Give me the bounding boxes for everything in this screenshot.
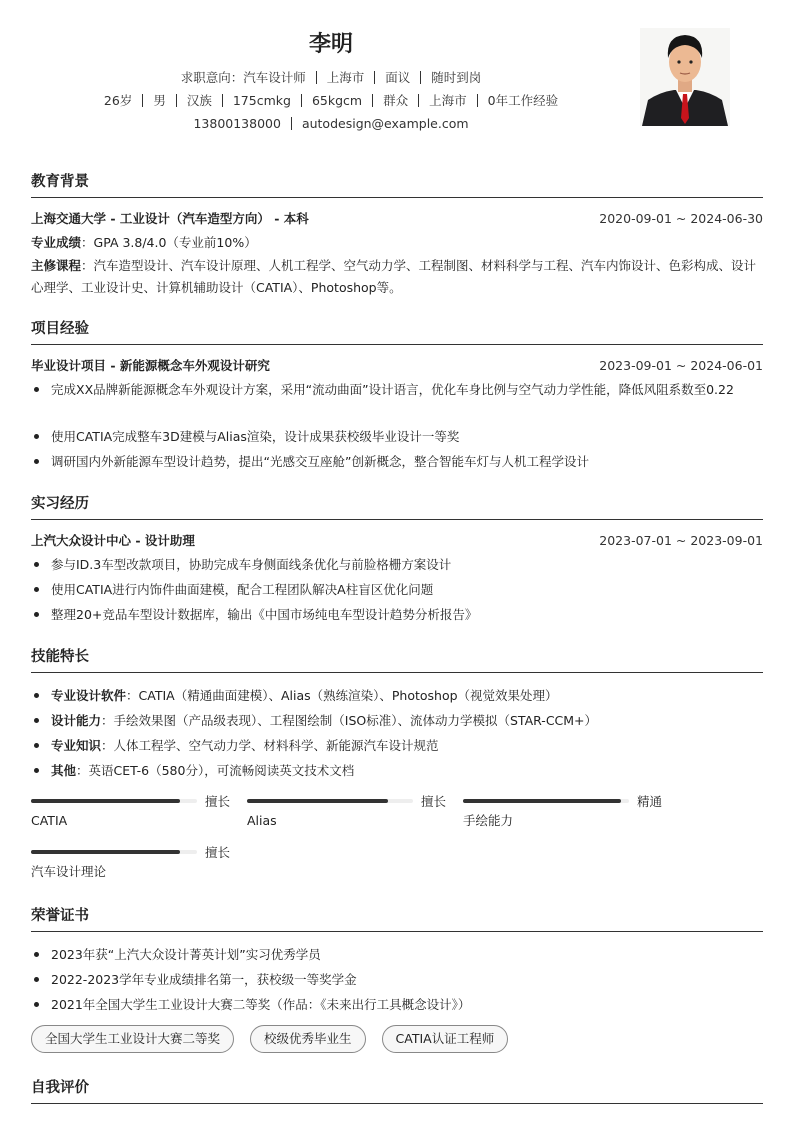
- contact-line: [0, 112, 662, 135]
- list-item: 完成XX品牌新能源概念车外观设计方案，采用“流动曲面”设计语言，优化车身比例与空气动力学性能，降低风阻系数至0.22: [31, 377, 763, 424]
- avatar: [640, 28, 730, 126]
- gpa-value: ：GPA 3.8/4.0（专业前10%）: [81, 235, 257, 250]
- age: 26岁: [103, 93, 133, 108]
- section-title: 教育背景: [31, 171, 763, 198]
- divider: [372, 94, 373, 107]
- bar-row: [31, 791, 247, 811]
- progress-track: [247, 799, 413, 803]
- resume-body: [31, 171, 763, 1114]
- honors-bullets: [31, 942, 763, 1017]
- section-title: 项目经验: [31, 318, 763, 345]
- candidate-name: 李明: [308, 32, 353, 57]
- school-major-degree: 上海交通大学 - 工业设计（汽车造型方向） - 本科: [31, 211, 309, 226]
- skill-level: 擅长: [205, 845, 231, 860]
- job-city: 上海市: [326, 70, 365, 85]
- progress-fill: [31, 850, 180, 854]
- date-range: 2020-09-01 ~ 2024-06-30: [599, 211, 763, 226]
- divider: [222, 94, 223, 107]
- list-item: 整理20+竞品车型设计数据库，输出《中国市场纯电车型设计趋势分析报告》: [31, 602, 763, 627]
- section-title: 实习经历: [31, 493, 763, 520]
- progress-track: [463, 799, 629, 803]
- gpa-label: 专业成绩: [31, 235, 82, 250]
- education-entry: [31, 208, 763, 230]
- date-range: 2023-09-01 ~ 2024-06-01: [599, 358, 763, 373]
- list-item: [31, 683, 763, 708]
- skill-name: 汽车设计理论: [31, 864, 107, 879]
- height: 175cmkg: [232, 93, 291, 108]
- internship-entry: [31, 530, 763, 552]
- job-intent: 求职意向：汽车设计师: [180, 70, 306, 85]
- project-entry: [31, 355, 763, 377]
- ethnicity: 汉族: [186, 93, 212, 108]
- honor-tag: 校级优秀毕业生: [250, 1025, 366, 1053]
- skill-text: ：手绘效果图（产品级表现）、工程图绘制（ISO标准）、流体动力学模拟（STAR-CCM+）: [101, 713, 598, 728]
- bar-row: [31, 842, 247, 862]
- divider: [477, 94, 478, 107]
- list-item: [31, 733, 763, 758]
- courses-label: 主修课程: [31, 258, 82, 273]
- skill-bar-item: [463, 791, 679, 842]
- bar-row: [463, 791, 679, 811]
- gpa-line: [31, 230, 763, 255]
- honors-section: [31, 905, 763, 1053]
- list-item: 使用CATIA进行内饰件曲面建模，配合工程团队解决A柱盲区优化问题: [31, 577, 763, 602]
- self-evaluation-section: [31, 1077, 763, 1104]
- skill-name: CATIA: [31, 813, 68, 828]
- section-title: 自我评价: [31, 1077, 763, 1104]
- skill-text: ：人体工程学、空气动力学、材料科学、新能源汽车设计规范: [101, 738, 439, 753]
- honor-tags: [31, 1025, 763, 1053]
- political-status: 群众: [383, 93, 409, 108]
- list-item: 使用CATIA完成整车3D建模与Alias渲染，设计成果获校级毕业设计一等奖: [31, 424, 763, 449]
- list-item: 2023年获“上汽大众设计菁英计划”实习优秀学员: [31, 942, 763, 967]
- divider: [142, 94, 143, 107]
- company-role: 上汽大众设计中心 - 设计助理: [31, 533, 195, 548]
- internship-section: [31, 493, 763, 627]
- experience-years: 0年工作经验: [487, 93, 559, 108]
- skill-name: Alias: [247, 813, 277, 828]
- skill-text: ：英语CET-6（580分），可流畅阅读英文技术文档: [76, 763, 355, 778]
- skills-bullets: [31, 683, 763, 783]
- honor-tag: CATIA认证工程师: [382, 1025, 509, 1053]
- weight: 65kgcm: [311, 93, 363, 108]
- bar-row: [247, 791, 463, 811]
- divider: [418, 94, 419, 107]
- divider: [301, 94, 302, 107]
- skill-label: 专业知识: [51, 738, 102, 753]
- divider: [420, 71, 421, 84]
- section-title: 技能特长: [31, 646, 763, 673]
- resume-header: [0, 28, 662, 135]
- project-section: [31, 318, 763, 474]
- divider: [374, 71, 375, 84]
- section-title: 荣誉证书: [31, 905, 763, 932]
- job-intent-line: [0, 66, 662, 89]
- phone: 13800138000: [193, 116, 281, 131]
- list-item: 参与ID.3车型改款项目，协助完成车身侧面线条优化与前脸格栅方案设计: [31, 552, 763, 577]
- list-item: [31, 708, 763, 733]
- progress-fill: [247, 799, 388, 803]
- project-bullets: [31, 377, 763, 474]
- skill-bar-item: [247, 791, 463, 842]
- date-range: 2023-07-01 ~ 2023-09-01: [599, 533, 763, 548]
- skill-bar-item: [31, 842, 247, 893]
- skills-section: [31, 646, 763, 893]
- skill-level: 擅长: [205, 794, 231, 809]
- list-item: [31, 758, 763, 783]
- skill-bars: [31, 791, 763, 893]
- email: autodesign@example.com: [301, 116, 469, 131]
- education-section: [31, 171, 763, 299]
- progress-track: [31, 850, 197, 854]
- skill-level: 擅长: [421, 794, 447, 809]
- courses-value: ：汽车造型设计、汽车设计原理、人机工程学、空气动力学、工程制图、材料科学与工程、汽车内饰设计、色彩构成、设计心理学、工业设计史、计算机辅助设计（CATIA）、Photoshop等。: [31, 258, 757, 295]
- progress-fill: [31, 799, 180, 803]
- skill-level: 精通: [637, 794, 663, 809]
- divider: [176, 94, 177, 107]
- project-name: 毕业设计项目 - 新能源概念车外观设计研究: [31, 358, 270, 373]
- skill-label: 其他: [51, 763, 77, 778]
- skill-bar-item: [31, 791, 247, 842]
- skill-label: 设计能力: [51, 713, 102, 728]
- internship-bullets: [31, 552, 763, 627]
- divider: [291, 117, 292, 130]
- skill-label: 专业设计软件: [51, 688, 127, 703]
- personal-info-line: [0, 89, 662, 112]
- progress-fill: [463, 799, 621, 803]
- gender: 男: [153, 93, 166, 108]
- honor-tag: 全国大学生工业设计大赛二等奖: [31, 1025, 234, 1053]
- list-item: 2022-2023学年专业成绩排名第一，获校级一等奖学金: [31, 967, 763, 992]
- skill-text: ：CATIA（精通曲面建模）、Alias（熟练渲染）、Photoshop（视觉效果处理）: [126, 688, 558, 703]
- list-item: 2021年全国大学生工业设计大赛二等奖（作品：《未来出行工具概念设计》）: [31, 992, 763, 1017]
- residence: 上海市: [429, 93, 467, 108]
- skill-name: 手绘能力: [463, 813, 514, 828]
- progress-track: [31, 799, 197, 803]
- availability: 随时到岗: [431, 70, 482, 85]
- courses-line: [31, 255, 763, 299]
- divider: [316, 71, 317, 84]
- salary: 面议: [385, 70, 411, 85]
- list-item: 调研国内外新能源车型设计趋势，提出“光感交互座舱”创新概念，整合智能车灯与人机工程学设计: [31, 449, 763, 474]
